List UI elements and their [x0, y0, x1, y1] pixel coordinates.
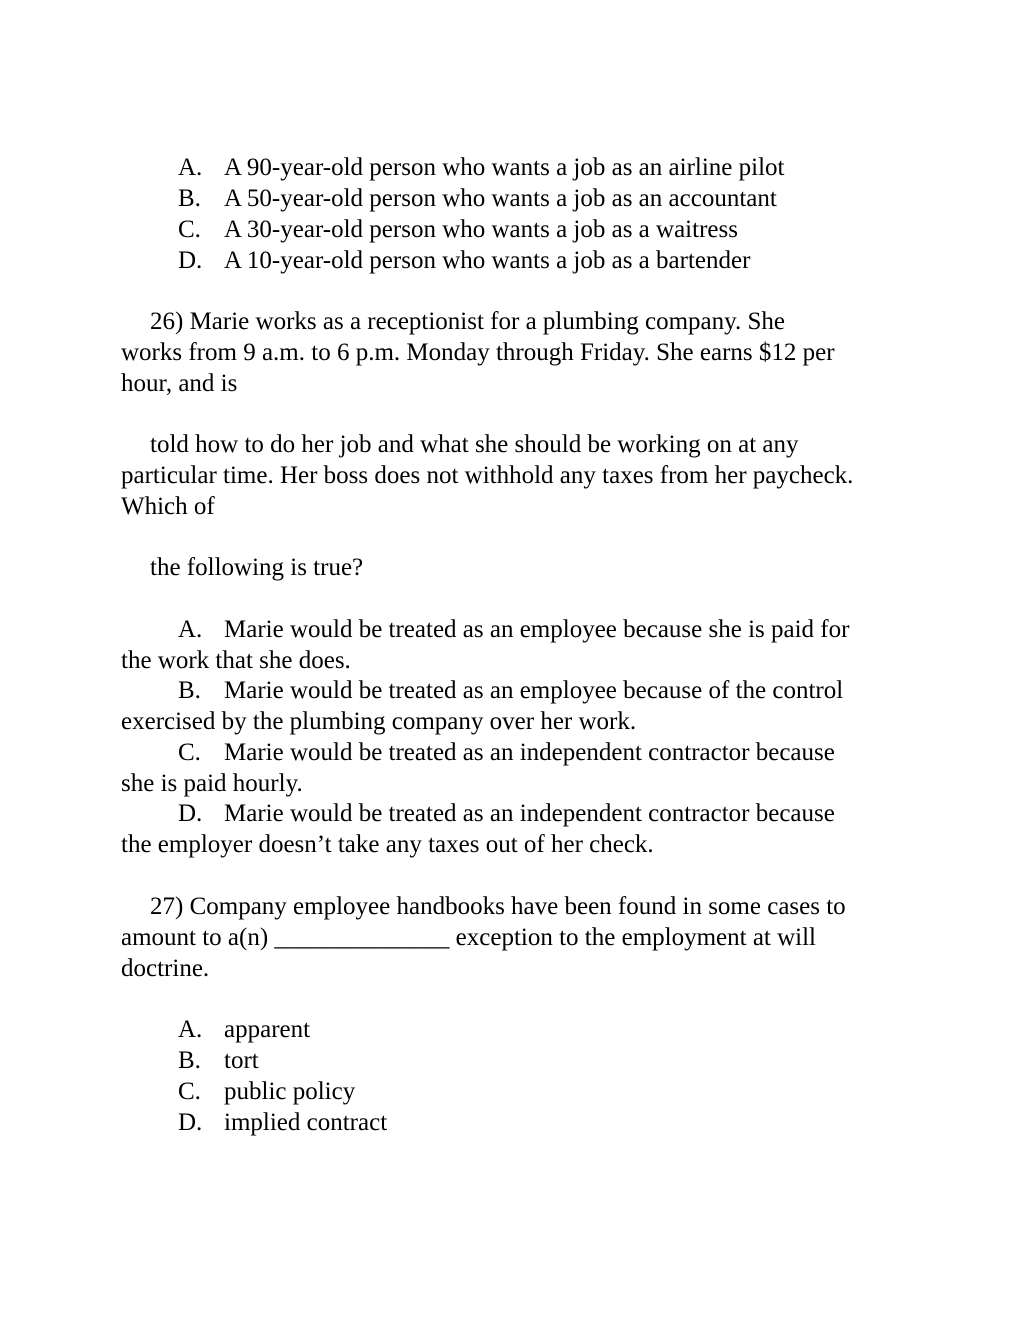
q26-option-d-continuation: the employer doesn’t take any taxes out of her check.: [121, 831, 654, 858]
option-letter: B.: [178, 185, 201, 212]
q26-stem-line-7: the following is true?: [150, 554, 364, 581]
option-letter: B.: [178, 677, 201, 704]
q27-option-a: [178, 1015, 310, 1045]
q25-option-c: [178, 215, 738, 245]
q26-stem-line-3: hour, and is: [121, 370, 238, 397]
q26-stem-line-4: told how to do her job and what she should be working on at any: [150, 431, 799, 458]
q27-stem-line-2: amount to a(n) ______________ exception to the employment at will: [121, 924, 817, 951]
q27-option-d: [178, 1108, 387, 1138]
q25-option-d: [178, 246, 750, 276]
option-letter: D.: [178, 247, 203, 274]
option-letter: B.: [178, 1047, 201, 1074]
q27-option-b: [178, 1046, 259, 1076]
option-text: A 30-year-old person who wants a job as a waitress: [224, 216, 738, 243]
q26-option-a-continuation: the work that she does.: [121, 647, 351, 674]
q26-stem-line-5: particular time. Her boss does not withhold any taxes from her paycheck.: [121, 462, 854, 489]
q26-stem-line-2: works from 9 a.m. to 6 p.m. Monday through Friday. She earns $12 per: [121, 339, 835, 366]
option-text: apparent: [224, 1016, 311, 1043]
option-letter: D.: [178, 800, 203, 827]
q27-stem-line-3: doctrine.: [121, 955, 210, 982]
q27-option-c: [178, 1077, 355, 1107]
option-letter: A.: [178, 154, 203, 181]
option-text: A 10-year-old person who wants a job as a bartender: [224, 247, 751, 274]
option-text: Marie would be treated as an independent contractor because: [224, 800, 835, 827]
option-letter: C.: [178, 216, 201, 243]
option-letter: A.: [178, 616, 203, 643]
option-text: Marie would be treated as an employee because she is paid for: [224, 616, 850, 643]
q26-option-a: [178, 615, 849, 645]
option-text: A 90-year-old person who wants a job as an airline pilot: [224, 154, 785, 181]
q26-option-b-continuation: exercised by the plumbing company over her work.: [121, 708, 637, 735]
q25-option-b: [178, 184, 777, 214]
option-text: Marie would be treated as an employee because of the control: [224, 677, 844, 704]
option-text: tort: [224, 1047, 259, 1074]
option-letter: A.: [178, 1016, 203, 1043]
q26-stem-line-1: 26) Marie works as a receptionist for a plumbing company. She: [150, 308, 786, 335]
option-text: public policy: [224, 1078, 356, 1105]
option-letter: C.: [178, 739, 201, 766]
q26-option-b: [178, 676, 843, 706]
q26-option-d: [178, 799, 835, 829]
q26-stem-line-6: Which of: [121, 493, 215, 520]
option-text: implied contract: [224, 1109, 388, 1136]
option-letter: D.: [178, 1109, 203, 1136]
q26-option-c-continuation: she is paid hourly.: [121, 770, 303, 797]
q26-option-c: [178, 738, 835, 768]
q25-option-a: [178, 153, 784, 183]
option-text: Marie would be treated as an independent contractor because: [224, 739, 835, 766]
option-letter: C.: [178, 1078, 201, 1105]
option-text: A 50-year-old person who wants a job as an accountant: [224, 185, 777, 212]
q27-stem-line-1: 27) Company employee handbooks have been found in some cases to: [150, 893, 846, 920]
